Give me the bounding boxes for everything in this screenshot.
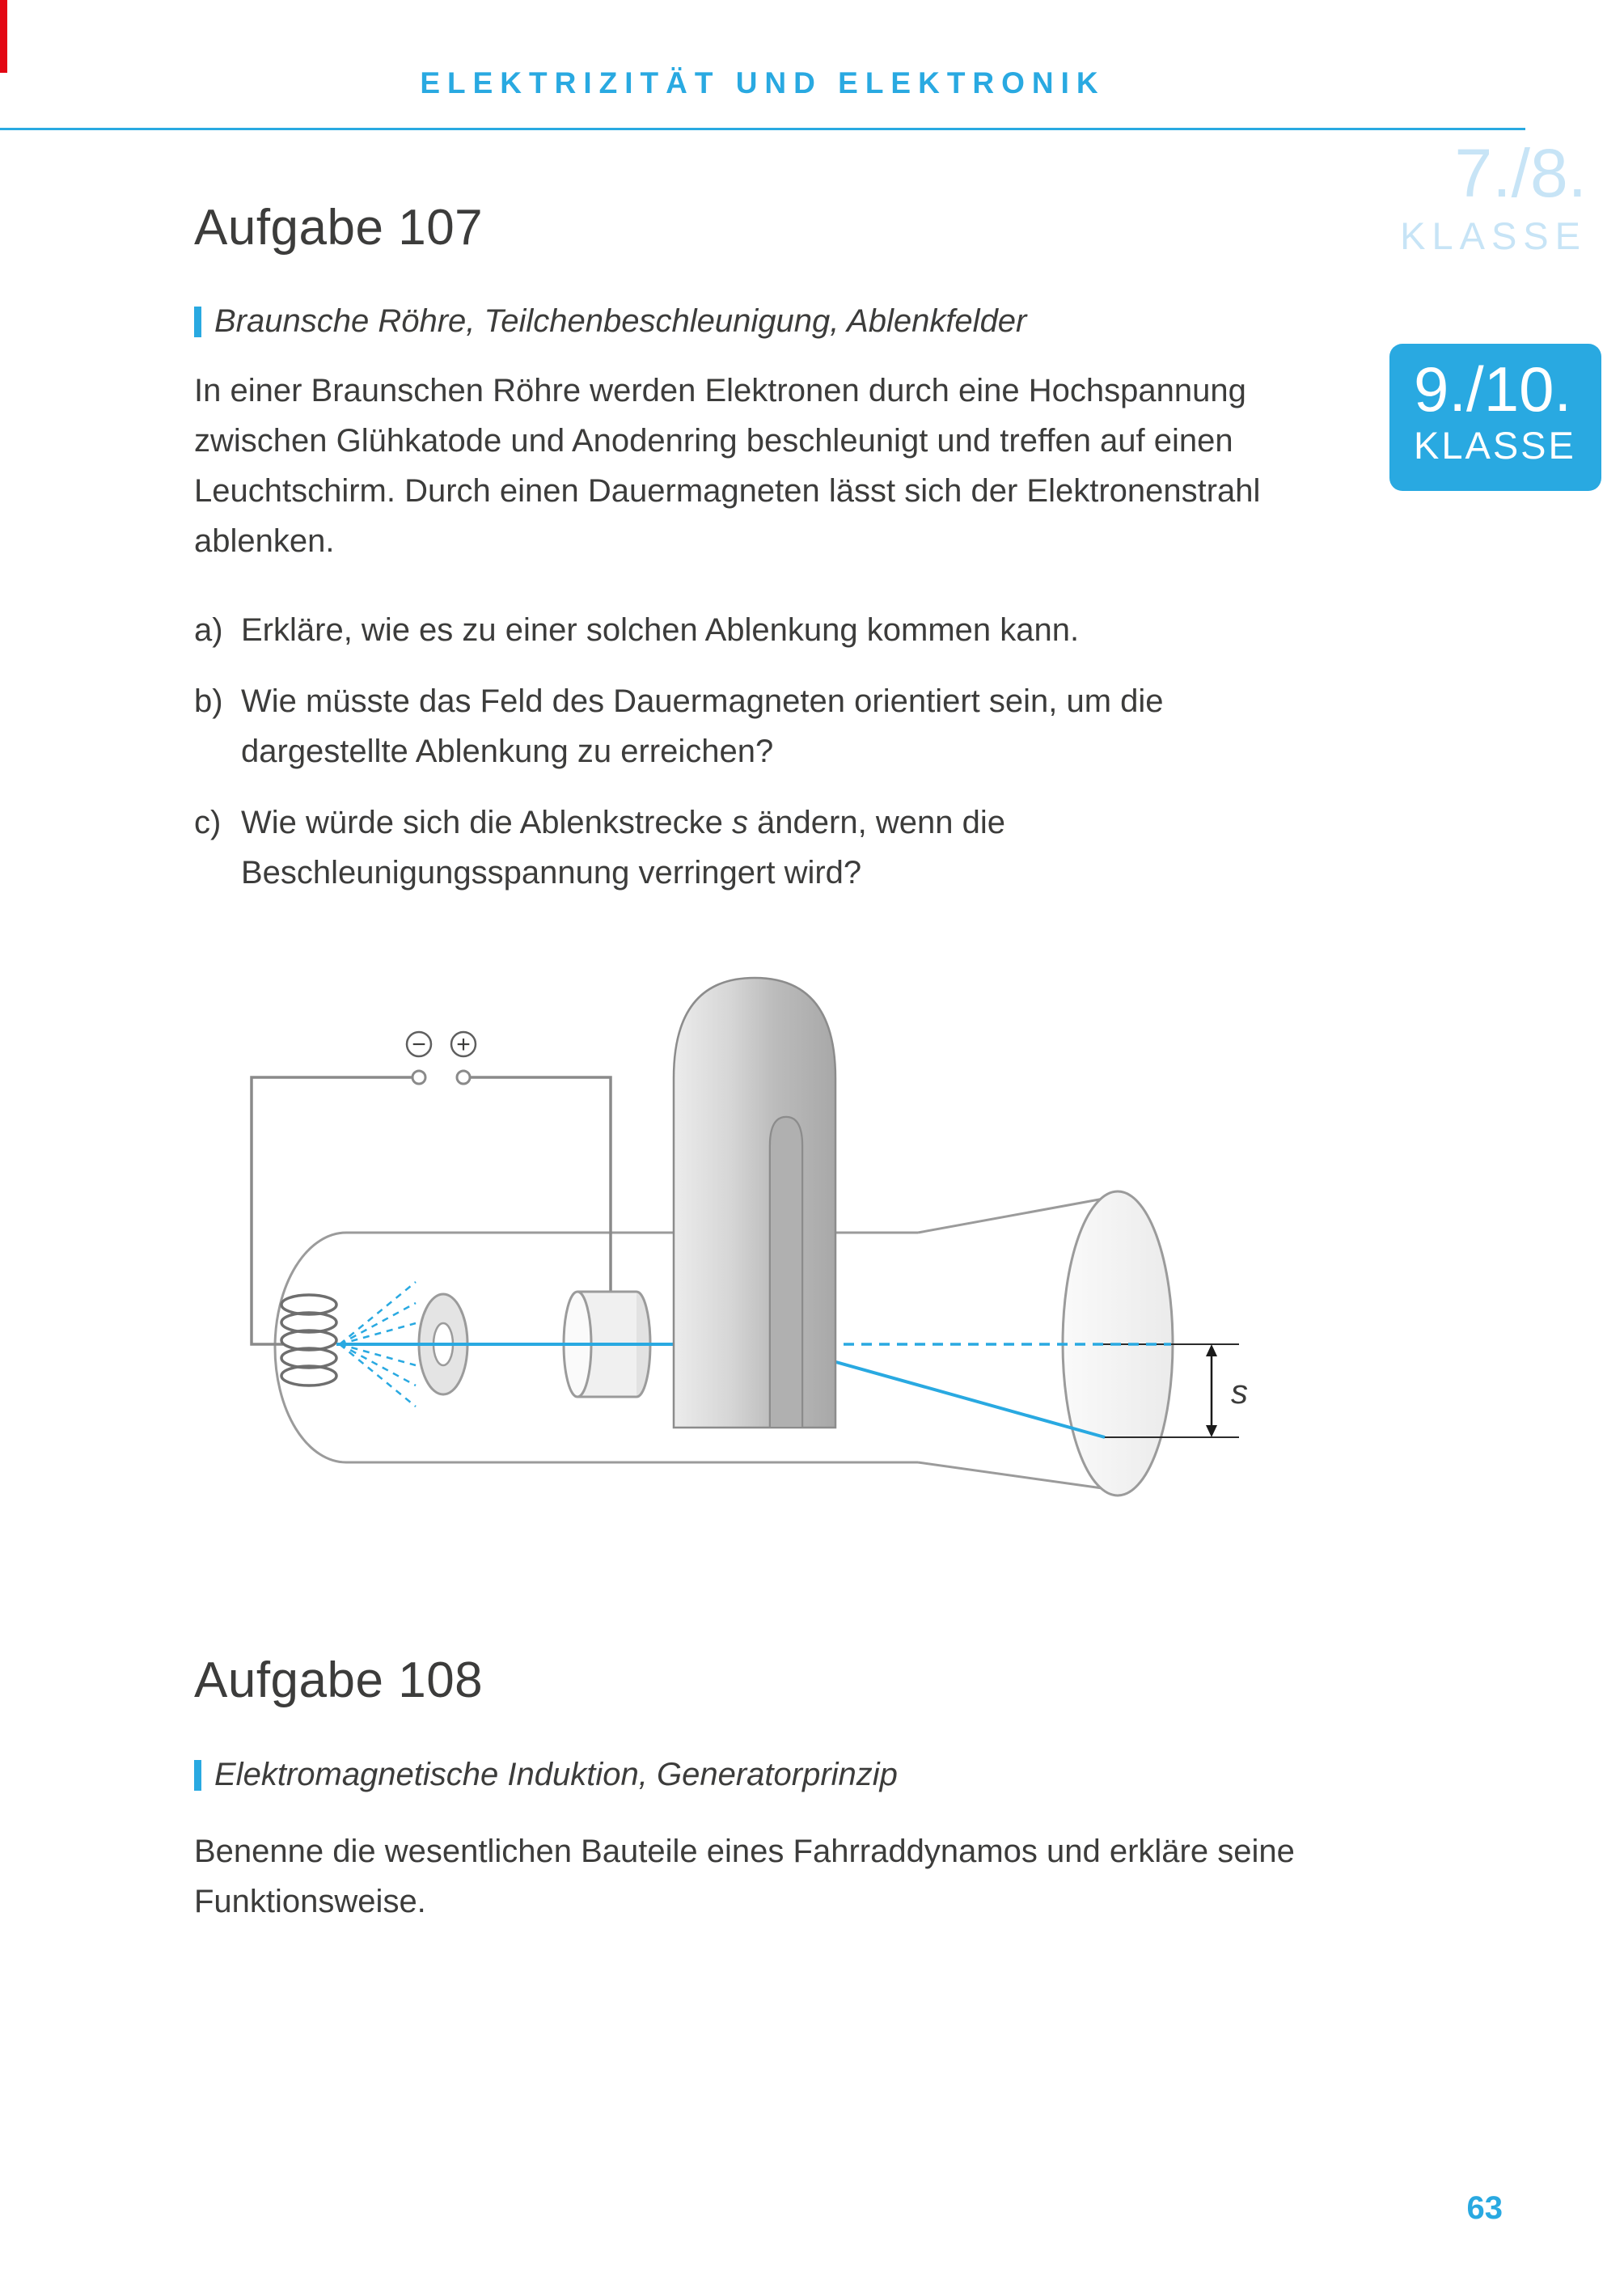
horseshoe-magnet [674, 978, 835, 1428]
list-item-marker: c) [194, 805, 222, 840]
minus-label: − [412, 1031, 426, 1058]
task-108-topics-text: Elektromagnetische Induktion, Generatorprinzip [214, 1757, 898, 1792]
grade-badge-9-10 [1389, 344, 1601, 491]
grade-badge-7-8 [1400, 135, 1587, 258]
terminal-dot-positive [457, 1071, 470, 1084]
list-item [194, 797, 1334, 898]
chapter-header: ELEKTRIZITÄT UND ELEKTRONIK [420, 66, 1106, 99]
supply-terminals [407, 1031, 476, 1084]
braun-tube-figure [243, 942, 1294, 1589]
list-item-marker: b) [194, 683, 223, 719]
deflection-distance-arrow [1206, 1344, 1248, 1437]
task-107-intro: In einer Braunschen Röhre werden Elektronen durch eine Hochspannung zwischen Glühkatode und Anodenring beschleunigt und treffen auf einen Leuchtschirm. Durch einen Dauermagneten lässt sich der Elektronenstrahl ablenken. [194, 373, 1261, 559]
list-item-text [241, 797, 1334, 898]
list-item-marker: a) [194, 612, 223, 648]
list-item-text-pre: Wie würde sich die Ablenkstrecke [241, 805, 732, 840]
corner-print-mark [0, 0, 7, 73]
task-107-topics-text: Braunsche Röhre, Teilchenbeschleunigung, Ablenkfelder [214, 303, 1027, 339]
header-divider [0, 128, 1525, 130]
plus-label: + [456, 1031, 471, 1058]
list-item-text: Erkläre, wie es zu einer solchen Ablenkung kommen kann. [241, 612, 1080, 648]
topic-accent-bar-icon [194, 307, 201, 337]
list-item-text: Wie müsste das Feld des Dauermagneten orientiert sein, um die dargestellte Ablenkung zu erreichen? [241, 683, 1164, 769]
grade-badge-9-10-label: KLASSE [1414, 424, 1576, 467]
grade-badge-7-8-number: 7./8. [1454, 135, 1587, 211]
page-number: 63 [1466, 2190, 1503, 2226]
topic-accent-bar-icon [194, 1760, 201, 1791]
task-107-subtasks [194, 605, 1334, 919]
grade-badge-9-10-number: 9./10. [1414, 353, 1572, 425]
list-item [194, 676, 1334, 776]
list-item-text-post: ändern, wenn die Beschleunigungsspannung verringert wird? [241, 805, 1005, 891]
grade-badge-7-8-label: KLASSE [1400, 214, 1587, 257]
variable-s: s [731, 805, 748, 840]
task-108-topics [194, 1757, 898, 1793]
task-108-heading: Aufgabe 108 [194, 1652, 484, 1708]
task-107-heading: Aufgabe 107 [194, 200, 484, 256]
s-label: s [1231, 1373, 1248, 1411]
terminal-dot-negative [412, 1071, 425, 1084]
task-108-intro: Benenne die wesentlichen Bauteile eines Fahrraddynamos und erkläre seine Funktionsweise. [194, 1834, 1295, 1919]
list-item [194, 605, 1334, 655]
task-107-topics [194, 303, 1026, 340]
braun-tube-diagram [243, 942, 1294, 1589]
magnet-slot [770, 1117, 802, 1428]
cathode-heater-coil [281, 1295, 336, 1386]
